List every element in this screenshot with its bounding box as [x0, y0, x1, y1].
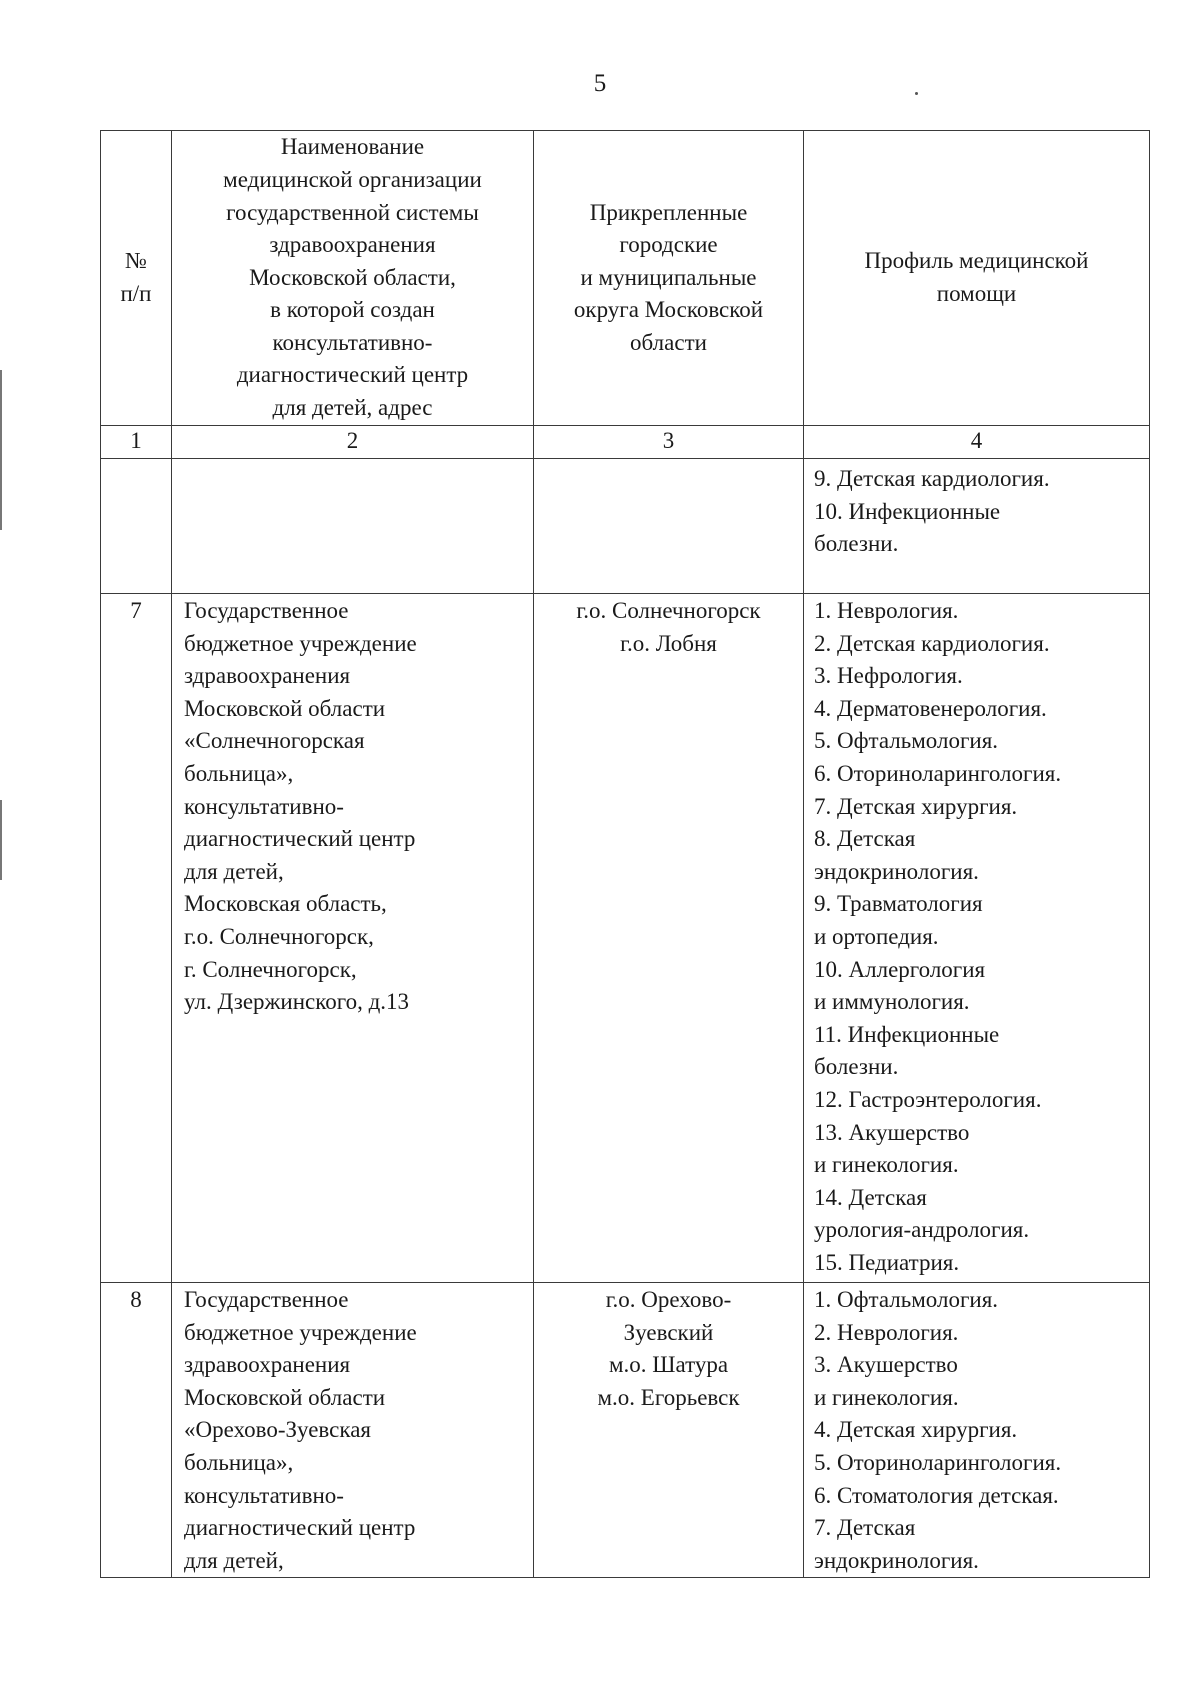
- text-line: 3. Нефрология.: [814, 663, 963, 689]
- text-line: Московской области,: [249, 264, 456, 290]
- page-number: 5: [593, 70, 607, 97]
- text-line: «Орехово-Зуевская: [184, 1417, 371, 1443]
- text-line: 3. Акушерство: [814, 1352, 958, 1378]
- text-line: м.о. Шатура: [608, 1352, 729, 1378]
- text-line: диагностический центр: [184, 1515, 416, 1541]
- text-line: округа Московской: [573, 297, 764, 323]
- text-line: для детей,: [184, 1547, 284, 1573]
- text-line: урология-андрология.: [814, 1217, 1030, 1243]
- text-line: для детей, адрес: [272, 395, 433, 421]
- header-number: [101, 131, 172, 426]
- text-line: здравоохранения: [269, 232, 436, 258]
- text-line: 1. Офтальмология.: [814, 1287, 999, 1312]
- text-line: ул. Дзержинского, д.13: [184, 989, 410, 1015]
- row-number: 7: [101, 594, 172, 1283]
- text-line: Государственное: [184, 1287, 349, 1312]
- text-line: эндокринология.: [814, 858, 979, 884]
- text-line: м.о. Егорьевск: [597, 1384, 740, 1410]
- organization-cell: [172, 594, 534, 1283]
- header-profile: [804, 131, 1150, 426]
- text-line: 4. Детская хирургия.: [814, 1417, 1018, 1443]
- column-number-row: [101, 426, 1150, 459]
- text-line: г.о. Солнечногорск: [576, 598, 761, 623]
- text-line: в которой создан: [270, 297, 435, 323]
- text-line: «Солнечногорская: [184, 728, 365, 754]
- text-line: 5. Оториноларингология.: [814, 1449, 1062, 1475]
- profile-cell: [804, 594, 1150, 1283]
- text-line: 4. Дерматовенерология.: [814, 695, 1047, 721]
- text-line: диагностический центр: [184, 826, 416, 852]
- organization-cell: [172, 1283, 534, 1578]
- text-line: 9. Детская кардиология.: [814, 466, 1050, 491]
- column-number: 1: [101, 426, 172, 459]
- text-line: консультативно-: [272, 329, 433, 355]
- text-line: №: [125, 248, 147, 274]
- profile-cell: [804, 1283, 1150, 1578]
- text-line: 8. Детская: [814, 826, 916, 852]
- scan-speck: [915, 92, 918, 95]
- column-number: 4: [804, 426, 1150, 459]
- row-number: [101, 459, 172, 594]
- text-line: и гинекология.: [814, 1152, 959, 1178]
- clinics-table: [100, 130, 1150, 1578]
- text-line: городские: [619, 232, 718, 258]
- text-line: Государственное: [184, 598, 349, 623]
- text-line: 2. Неврология.: [814, 1319, 959, 1345]
- text-line: Московской области: [184, 1384, 386, 1410]
- scan-margin-line: [0, 800, 2, 880]
- text-line: г. Солнечногорск,: [184, 956, 357, 982]
- text-line: г.о. Солнечногорск,: [184, 923, 374, 949]
- table-header-row: [101, 131, 1150, 426]
- text-line: 6. Стоматология детская.: [814, 1482, 1059, 1508]
- text-line: Московская область,: [184, 891, 387, 917]
- table-row-continued: [101, 459, 1150, 594]
- text-line: диагностический центр: [236, 362, 469, 388]
- text-line: бюджетное учреждение: [184, 1319, 417, 1345]
- header-organization: [172, 131, 534, 426]
- text-line: п/п: [120, 281, 152, 306]
- text-line: 12. Гастроэнтерология.: [814, 1086, 1042, 1112]
- text-line: консультативно-: [184, 793, 344, 819]
- text-line: болезни.: [814, 531, 899, 557]
- districts-cell: [534, 459, 804, 594]
- column-number: 2: [172, 426, 534, 459]
- text-line: 10. Инфекционные: [814, 498, 1001, 524]
- text-line: 9. Травматология: [814, 891, 983, 917]
- text-line: Наименование: [280, 134, 425, 160]
- text-line: больница»,: [184, 1449, 294, 1475]
- organization-cell: [172, 459, 534, 594]
- table-row: [101, 1283, 1150, 1578]
- row-number: 8: [101, 1283, 172, 1578]
- text-line: 5. Офтальмология.: [814, 728, 999, 754]
- text-line: г.о. Орехово-: [605, 1287, 732, 1312]
- text-line: 15. Педиатрия.: [814, 1249, 960, 1275]
- text-line: 14. Детская: [814, 1184, 927, 1210]
- text-line: государственной системы: [226, 199, 479, 225]
- text-line: бюджетное учреждение: [184, 630, 417, 656]
- text-line: и ортопедия.: [814, 923, 939, 949]
- scan-margin-line: [0, 370, 2, 530]
- text-line: медицинской организации: [223, 166, 482, 192]
- text-line: Московской области: [184, 695, 386, 721]
- text-line: 11. Инфекционные: [814, 1021, 1000, 1047]
- header-districts: [534, 131, 804, 426]
- text-line: области: [630, 329, 707, 355]
- text-line: и гинекология.: [814, 1384, 959, 1410]
- text-line: здравоохранения: [184, 1352, 351, 1378]
- text-line: 7. Детская: [814, 1515, 916, 1541]
- text-line: Прикрепленные: [589, 199, 748, 225]
- text-line: 1. Неврология.: [814, 598, 959, 623]
- column-number: 3: [534, 426, 804, 459]
- text-line: больница»,: [184, 760, 294, 786]
- text-line: здравоохранения: [184, 663, 351, 689]
- text-line: Профиль медицинской: [864, 248, 1089, 274]
- table-row: [101, 594, 1150, 1283]
- text-line: г.о. Лобня: [620, 630, 717, 656]
- text-line: и муниципальные: [580, 264, 757, 290]
- text-line: 6. Оториноларингология.: [814, 760, 1062, 786]
- text-line: помощи: [936, 281, 1017, 306]
- text-line: 7. Детская хирургия.: [814, 793, 1018, 819]
- text-line: 10. Аллергология: [814, 956, 986, 982]
- text-line: консультативно-: [184, 1482, 344, 1508]
- districts-cell: [534, 594, 804, 1283]
- text-line: Зуевский: [623, 1319, 714, 1345]
- profile-cell: [804, 459, 1150, 594]
- text-line: и иммунология.: [814, 989, 970, 1015]
- text-line: болезни.: [814, 1054, 899, 1080]
- text-line: 13. Акушерство: [814, 1119, 970, 1145]
- text-line: эндокринология.: [814, 1547, 979, 1573]
- text-line: для детей,: [184, 858, 284, 884]
- districts-cell: [534, 1283, 804, 1578]
- text-line: 2. Детская кардиология.: [814, 630, 1050, 656]
